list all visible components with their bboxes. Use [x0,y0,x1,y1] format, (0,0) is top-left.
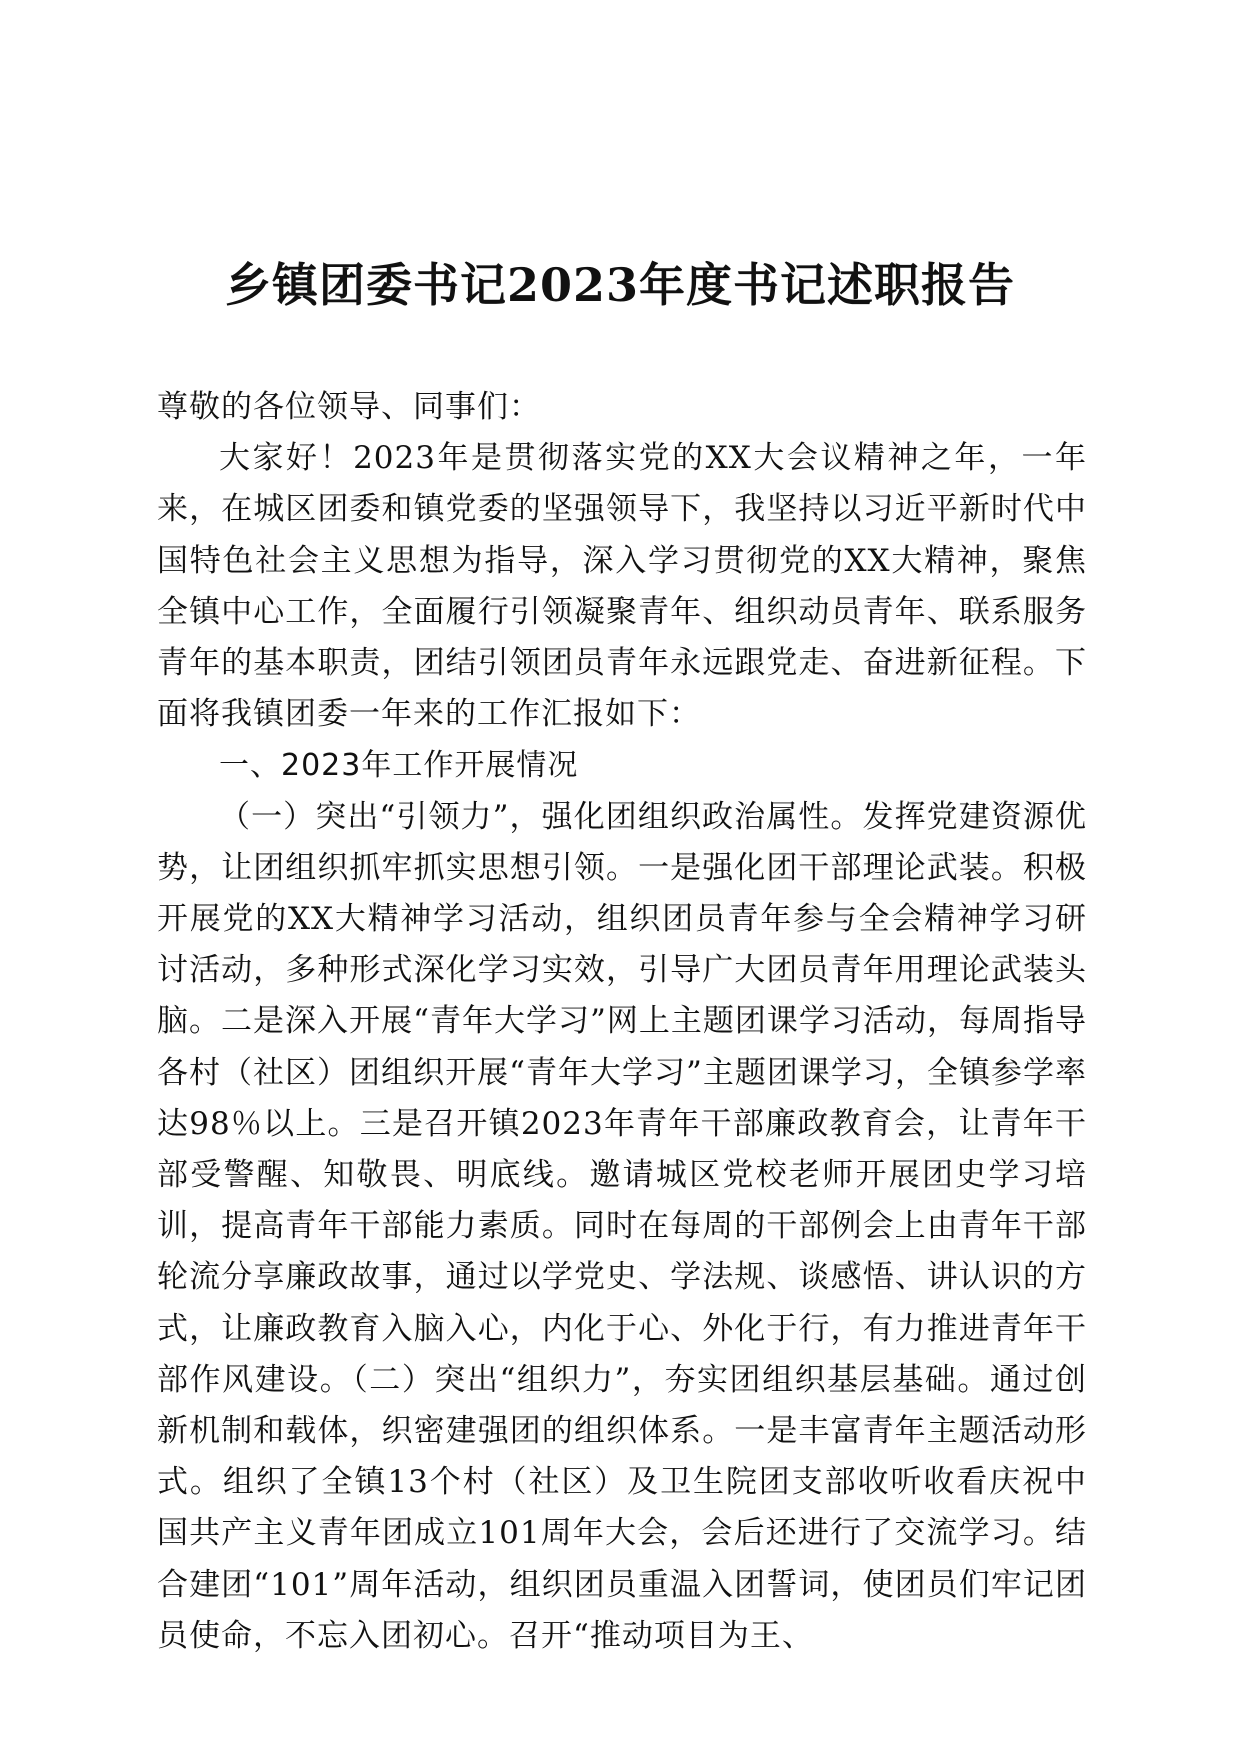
document-body [157,382,1087,1662]
document-title: 乡镇团委书记2023年度书记述职报告 [224,258,1016,312]
intro-paragraph: 大家好！2023年是贯彻落实党的XX大会议精神之年，一年来，在城区团委和镇党委的坚强领导下，我坚持以习近平新时代中国特色社会主义思想为指导，深入学习贯彻党的XX大精神，聚焦全镇中心工作，全面履行引领凝聚青年、组织动员青年、联系服务青年的基本职责，团结引领团员青年永远跟党走、奋进新征程。下面将我镇团委一年来的工作汇报如下： [157,440,1087,733]
section-body-paragraph: （一）突出“引领力”，强化团组织政治属性。发挥党建资源优势，让团组织抓牢抓实思想引领。一是强化团干部理论武装。积极开展党的XX大精神学习活动，组织团员青年参与全会精神学习研讨活动，多种形式深化学习实效，引导广大团员青年用理论武装头脑。二是深入开展“青年大学习”网上主题团课学习活动，每周指导各村（社区）团组织开展“青年大学习”主题团课学习，全镇参学率达98％以上。三是召开镇2023年青年干部廉政教育会，让青年干部受警醒、知敬畏、明底线。邀请城区党校老师开展团史学习培训，提高青年干部能力素质。同时在每周的干部例会上由青年干部轮流分享廉政故事，通过以学党史、学法规、谈感悟、讲认识的方式，让廉政教育入脑入心，内化于心、外化于行，有力推进青年干部作风建设。（二）突出“组织力”，夯实团组织基层基础。通过创新机制和载体，织密建强团的组织体系。一是丰富青年主题活动形式。组织了全镇13个村（社区）及卫生院团支部收听收看庆祝中国共产主义青年团成立101周年大会，会后还进行了交流学习。结合建团“101”周年活动，组织团员重温入团誓词，使团员们牢记团员使命，不忘入团初心。召开“推动项目为王、 [157,798,1087,1654]
section-heading: 一、2023年工作开展情况 [219,748,579,784]
salutation: 尊敬的各位领导、同事们： [157,389,541,425]
